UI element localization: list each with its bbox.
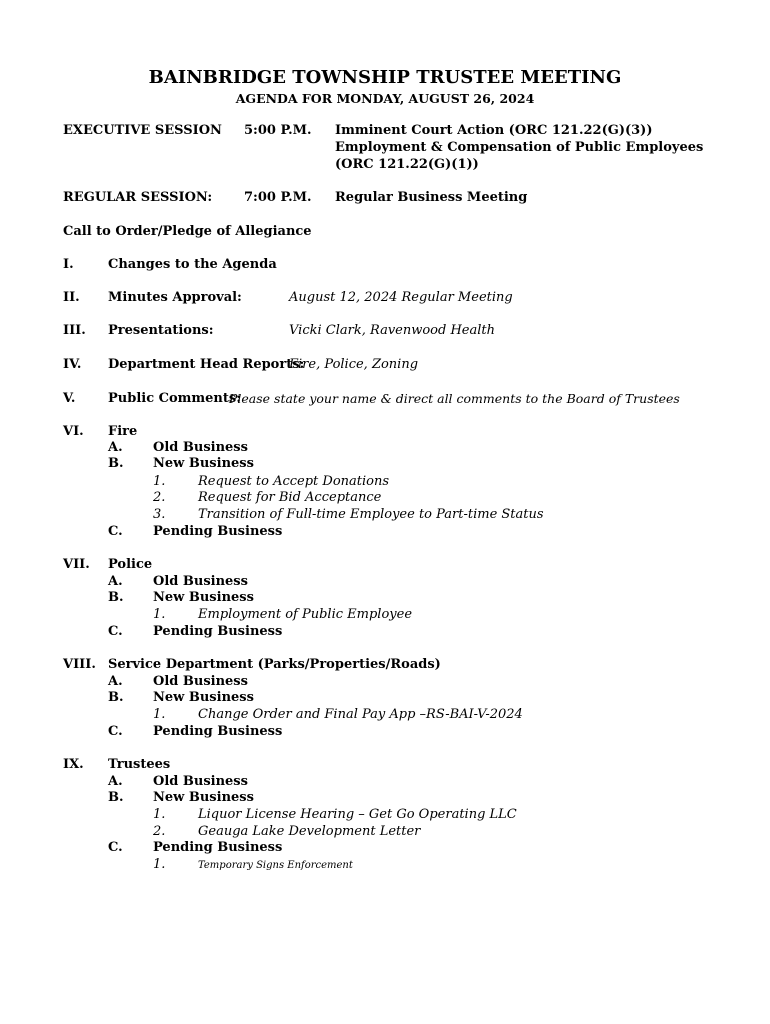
- list-item: Request to Accept Donations: [198, 474, 390, 489]
- item-detail: Please state your name & direct all comments to the Board of Trustees: [229, 391, 680, 406]
- item-number: 1.: [153, 607, 166, 622]
- list-item: Liquor License Hearing – Get Go Operating LLC: [198, 807, 517, 822]
- new-business-label: New Business: [153, 690, 254, 705]
- item-number: 3.: [153, 507, 166, 522]
- item-detail: Vicki Clark, Ravenwood Health: [289, 323, 495, 338]
- subsection-letter: C.: [108, 840, 123, 855]
- item-label: Minutes Approval:: [108, 290, 242, 305]
- executive-session-line: (ORC 121.22(G)(1)): [335, 157, 479, 172]
- item-number: 1.: [153, 857, 166, 872]
- pending-business-label: Pending Business: [153, 624, 283, 639]
- executive-session-line: Imminent Court Action (ORC 121.22(G)(3)): [335, 123, 653, 138]
- list-item: Change Order and Final Pay App –RS-BAI-V-2024: [198, 707, 523, 722]
- old-business-label: Old Business: [153, 440, 248, 455]
- item-number: 1.: [153, 707, 166, 722]
- section-title: Trustees: [108, 757, 171, 772]
- item-number: III.: [63, 323, 86, 338]
- new-business-label: New Business: [153, 456, 254, 471]
- section-number: IX.: [63, 757, 84, 772]
- page-title: BAINBRIDGE TOWNSHIP TRUSTEE MEETING: [148, 67, 622, 88]
- item-label: Public Comments:: [108, 391, 242, 406]
- call-to-order: Call to Order/Pledge of Allegiance: [63, 224, 312, 239]
- pending-business-label: Pending Business: [153, 840, 283, 855]
- list-item: Request for Bid Acceptance: [198, 490, 382, 505]
- subsection-letter: C.: [108, 724, 123, 739]
- page-subtitle: AGENDA FOR MONDAY, AUGUST 26, 2024: [235, 91, 535, 106]
- item-number: IV.: [63, 357, 82, 372]
- subsection-letter: B.: [108, 590, 124, 605]
- regular-session-time: 7:00 P.M.: [244, 190, 312, 205]
- subsection-letter: A.: [108, 574, 123, 589]
- item-label: Department Head Reports:: [108, 357, 305, 372]
- old-business-label: Old Business: [153, 574, 248, 589]
- old-business-label: Old Business: [153, 674, 248, 689]
- list-item: Temporary Signs Enforcement: [198, 860, 353, 871]
- section-title: Service Department (Parks/Properties/Roads): [108, 657, 441, 672]
- item-number: 2.: [153, 824, 166, 839]
- section-title: Fire: [108, 424, 138, 439]
- pending-business-label: Pending Business: [153, 524, 283, 539]
- old-business-label: Old Business: [153, 774, 248, 789]
- regular-session-description: Regular Business Meeting: [335, 190, 528, 205]
- item-number: V.: [63, 391, 76, 406]
- pending-business-label: Pending Business: [153, 724, 283, 739]
- list-item: Employment of Public Employee: [198, 607, 413, 622]
- item-number: 2.: [153, 490, 166, 505]
- executive-session-label: EXECUTIVE SESSION: [63, 123, 222, 138]
- item-label: Presentations:: [108, 323, 214, 338]
- new-business-label: New Business: [153, 590, 254, 605]
- executive-session-line: Employment & Compensation of Public Employees: [335, 140, 704, 155]
- item-detail: Fire, Police, Zoning: [289, 357, 419, 372]
- subsection-letter: B.: [108, 456, 124, 471]
- list-item: Geauga Lake Development Letter: [198, 824, 421, 839]
- item-number: 1.: [153, 807, 166, 822]
- item-label: Changes to the Agenda: [108, 257, 277, 272]
- subsection-letter: A.: [108, 674, 123, 689]
- item-number: 1.: [153, 474, 166, 489]
- section-number: VI.: [63, 424, 84, 439]
- item-number: II.: [63, 290, 80, 305]
- subsection-letter: C.: [108, 524, 123, 539]
- item-number: I.: [63, 257, 74, 272]
- item-detail: August 12, 2024 Regular Meeting: [289, 290, 513, 305]
- regular-session-label: REGULAR SESSION:: [63, 190, 213, 205]
- list-item: Transition of Full-time Employee to Part-time Status: [198, 507, 544, 522]
- subsection-letter: B.: [108, 790, 124, 805]
- new-business-label: New Business: [153, 790, 254, 805]
- section-number: VIII.: [63, 657, 96, 672]
- subsection-letter: B.: [108, 690, 124, 705]
- section-number: VII.: [63, 557, 90, 572]
- subsection-letter: A.: [108, 440, 123, 455]
- subsection-letter: C.: [108, 624, 123, 639]
- section-title: Police: [108, 557, 153, 572]
- subsection-letter: A.: [108, 774, 123, 789]
- executive-session-time: 5:00 P.M.: [244, 123, 312, 138]
